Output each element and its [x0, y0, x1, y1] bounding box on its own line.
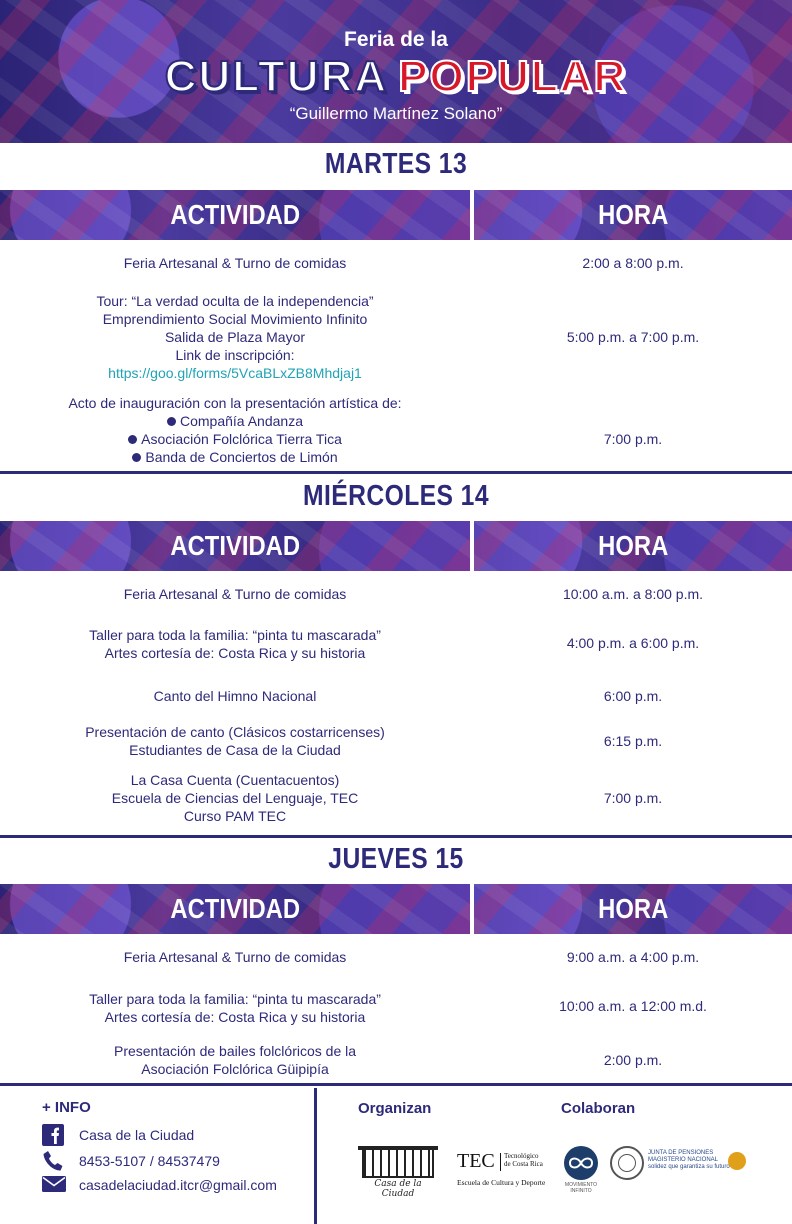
list-item: Asociación Folclórica Tierra Tica	[0, 430, 470, 448]
table-header-martes	[0, 190, 792, 240]
footer-divider	[314, 1088, 317, 1224]
registration-link[interactable]: https://goo.gl/forms/5VcaBLxZB8Mhdjaj1	[108, 365, 362, 381]
column-time: HORA	[474, 884, 792, 934]
tec-logo: TEC Tecnológico de Costa Rica Escuela de Cultura y Deporte	[457, 1150, 546, 1187]
info-title: + INFO	[42, 1099, 91, 1116]
activity-cell: Feria Artesanal & Turno de comidas	[123, 586, 347, 602]
activity-cell: Acto de inauguración con la presentación artística de: Compañía Andanza Asociación Folclórica Tierra Tica Banda de Conciertos de Limón	[0, 394, 470, 466]
bullet-icon	[128, 435, 137, 444]
phone-text: 8453-5107 / 84537479	[79, 1153, 220, 1169]
activity-cell: Feria Artesanal & Turno de comidas	[123, 255, 347, 271]
day-title-martes: MARTES 13	[324, 148, 468, 180]
activity-cell: Presentación de canto (Clásicos costarricenses) Estudiantes de Casa de la Ciudad	[85, 724, 385, 758]
organizan-title: Organizan	[358, 1100, 432, 1117]
activity-cell: Tour: “La verdad oculta de la independencia” Emprendimiento Social Movimiento Infinito Salida de Plaza Mayor Link de inscripción: https://goo.gl/forms/5VcaBLxZB8Mhdjaj1	[0, 292, 470, 382]
activity-cell: Taller para toda la familia: “pinta tu mascarada” Artes cortesía de: Costa Rica y su historia	[89, 627, 381, 661]
time-cell: 7:00 p.m.	[603, 790, 663, 806]
facebook-text: Casa de la Ciudad	[79, 1127, 195, 1143]
main-title-part1: CULTURA	[164, 52, 389, 101]
time-cell: 4:00 p.m. a 6:00 p.m.	[566, 635, 700, 651]
day-title-miercoles: MIÉRCOLES 14	[303, 480, 489, 512]
activity-cell: Presentación de bailes folclóricos de la Asociación Folclórica Güipipía	[113, 1043, 357, 1077]
movimiento-infinito-logo: MOVIMIENTO INFINITO	[560, 1146, 602, 1194]
pre-title: Feria de la	[344, 28, 448, 51]
casa-de-la-ciudad-logo: Casa de la Ciudad	[358, 1146, 438, 1194]
main-title	[0, 52, 792, 102]
divider	[0, 471, 792, 474]
time-cell: 6:00 p.m.	[603, 688, 663, 704]
activity-cell: Feria Artesanal & Turno de comidas	[123, 949, 347, 965]
day-title-jueves: JUEVES 15	[328, 843, 464, 875]
time-cell: 2:00 p.m.	[603, 1052, 663, 1068]
divider	[0, 835, 792, 838]
bullet-icon	[167, 417, 176, 426]
time-cell: 6:15 p.m.	[603, 733, 663, 749]
facebook-icon	[42, 1124, 66, 1146]
time-cell: 10:00 a.m. a 12:00 m.d.	[559, 998, 707, 1014]
subtitle: “Guillermo Martínez Solano”	[289, 104, 503, 123]
activity-cell: La Casa Cuenta (Cuentacuentos) Escuela de Ciencias del Lenguaje, TEC Curso PAM TEC	[111, 772, 359, 824]
column-activity: ACTIVIDAD	[0, 190, 470, 240]
time-cell: 10:00 a.m. a 8:00 p.m.	[562, 586, 704, 602]
list-item: Compañía Andanza	[0, 412, 470, 430]
activity-cell: Canto del Himno Nacional	[153, 688, 317, 704]
time-cell: 5:00 p.m. a 7:00 p.m.	[566, 329, 700, 345]
list-item: Banda de Conciertos de Limón	[0, 448, 470, 466]
table-header-jueves	[0, 884, 792, 934]
phone-icon	[42, 1150, 66, 1172]
activity-cell: Taller para toda la familia: “pinta tu mascarada” Artes cortesía de: Costa Rica y su historia	[89, 991, 381, 1025]
jupema-logo: JUNTA DE PENSIONES MAGISTERIO NACIONAL solidez que garantiza su futuro	[648, 1150, 748, 1180]
email-text: casadelaciudad.itcr@gmail.com	[79, 1177, 277, 1193]
main-title-part2: POPULAR	[398, 52, 628, 101]
table-header-miercoles	[0, 521, 792, 571]
header-banner	[0, 0, 792, 143]
seal-logo	[610, 1146, 644, 1180]
column-activity: ACTIVIDAD	[0, 884, 470, 934]
time-cell: 7:00 p.m.	[603, 431, 663, 447]
column-time: HORA	[474, 190, 792, 240]
column-time: HORA	[474, 521, 792, 571]
time-cell: 2:00 a 8:00 p.m.	[582, 255, 684, 271]
email-icon	[42, 1174, 66, 1196]
time-cell: 9:00 a.m. a 4:00 p.m.	[566, 949, 700, 965]
bullet-icon	[132, 453, 141, 462]
column-activity: ACTIVIDAD	[0, 521, 470, 571]
colaboran-title: Colaboran	[561, 1100, 636, 1117]
